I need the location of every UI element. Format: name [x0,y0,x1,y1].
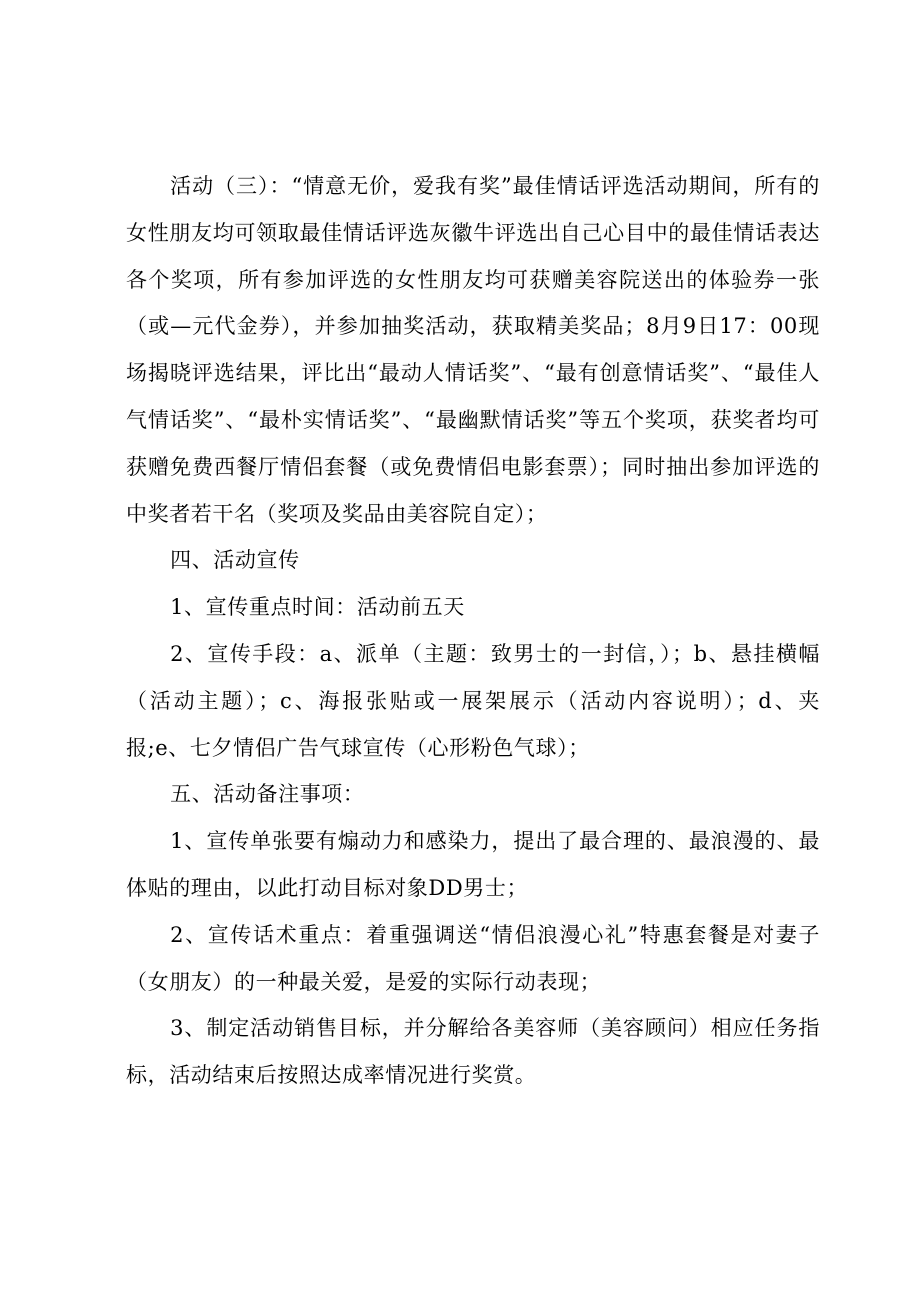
paragraph-note-target: 3、制定活动销售目标，并分解给各美容师（美容顾问）相应任务指标，活动结束后按照达成率情况进行奖赏。 [126,1016,820,1088]
section-heading-promotion: 四、活动宣传 [170,548,300,573]
paragraph-promotion-means: 2、宣传手段：a、派单（主题：致男士的一封信，）；b、悬挂横幅（活动主题）；c、海报张贴或一展架展示（活动内容说明）；d、夹报;e、七夕情侣广告气球宣传（心形粉色气球）； [126,641,820,760]
paragraph-activity-three: 活动（三）：“情意无价，爱我有奖”最佳情话评选活动期间，所有的女性朋友均可领取最佳情话评选灰徽牛评选出自己心目中的最佳情话表达各个奖项，所有参加评选的女性朋友均可获赠美容院送出的体验券一张（或—元代金券），并参加抽奖活动，获取精美奖品；8月9日17：00现场揭晓评选结果，评比出“最动人情话奖”、“最有创意情话奖”、“最佳人气情话奖”、“最朴实情话奖”、“最幽默情话奖”等五个奖项，获奖者均可获赠免费西餐厅情侣套餐（或免费情侣电影套票）；同时抽出参加评选的中奖者若干名（奖项及奖品由美容院自定）； [126,174,820,526]
document-body [126,163,820,1099]
section-heading-notes: 五、活动备注事项： [170,782,365,807]
paragraph-note-flyer: 1、宣传单张要有煽动力和感染力，提出了最合理的、最浪漫的、最体贴的理由，以此打动目标对象DD男士； [126,829,820,900]
paragraph-promotion-time: 1、宣传重点时间：活动前五天 [170,595,465,620]
paragraph-note-script: 2、宣传话术重点：着重强调送“情侣浪漫心礼”特惠套餐是对妻子（女朋友）的一种最关爱，是爱的实际行动表现； [126,922,820,994]
